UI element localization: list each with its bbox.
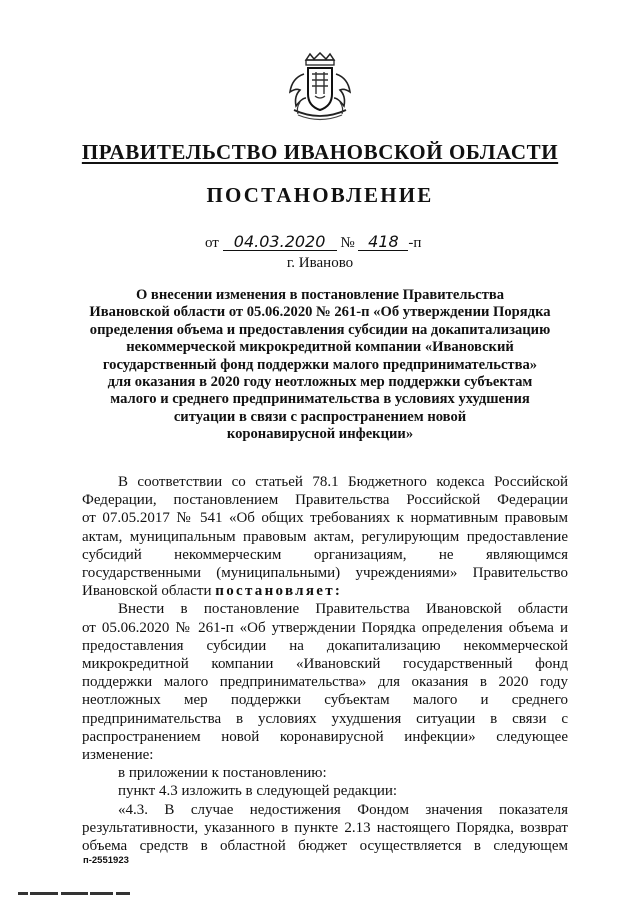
paragraph-line: пункт 4.3 изложить в следующей редакции:: [118, 783, 398, 800]
coat-of-arms-icon: [282, 52, 358, 128]
subject-line: для оказания в 2020 году неотложных мер поддержки субъектам: [107, 374, 533, 391]
government-title: ПРАВИТЕЛЬСТВО ИВАНОВСКОЙ ОБЛАСТИ: [81, 140, 559, 164]
paragraph-line: изменение:: [82, 747, 154, 764]
date-number-line: [205, 234, 421, 252]
paragraph-line: в приложении к постановлению:: [118, 765, 327, 782]
paragraph-line: Федерации, постановлением Правительства Российской Федерации: [82, 492, 568, 509]
subject-line: ситуации в связи с распространением новой: [173, 408, 467, 425]
document-type: ПОСТАНОВЛЕНИЕ: [206, 183, 434, 207]
paragraph-line: Внести в постановление Правительства Ивановской области: [118, 601, 568, 618]
paragraph-line: В соответствии со статьей 78.1 Бюджетного кодекса Российской: [118, 474, 568, 490]
paragraph-line: «4.3. В случае недостижения Фондом значения показателя: [118, 801, 568, 818]
document-date: 04.03.2020: [223, 234, 337, 251]
document-code: п-2551923: [83, 855, 129, 866]
subject-line: некоммерческой микрокредитной компании «Ивановский: [126, 339, 514, 356]
number-suffix: -п: [408, 235, 422, 251]
document-subject: [70, 287, 570, 444]
subject-line: малого и среднего предпринимательства в условиях ухудшения: [110, 391, 530, 408]
paragraph-line: государственными (муниципальными) учреждениями» Правительство: [82, 565, 568, 582]
city: г. Иваново: [286, 255, 354, 271]
subject-line: О внесении изменения в постановление Правительства: [135, 287, 505, 303]
paragraph-line: [82, 582, 568, 600]
paragraph-line: распространением новой коронавирусной инфекции» следующее: [82, 728, 568, 745]
number-sign: №: [340, 235, 355, 251]
paragraph-line: поддержки малого предпринимательства» для оказания в 2020 году: [82, 674, 568, 691]
document-number: 418: [358, 234, 408, 251]
paragraph-line: неотложных мер поддержки субъектам малого и среднего: [82, 692, 568, 709]
paragraph-line: микрокредитной компании «Ивановский государственный фонд: [82, 656, 568, 673]
paragraph-line: объема средств в областной бюджет осуществляется в следующем: [82, 838, 568, 855]
paragraph-line: предоставления субсидии на докапитализацию некоммерческой: [82, 637, 568, 654]
paragraph-line: субсидий некоммерческим организациям, не являющимся: [82, 546, 568, 563]
date-prefix: от: [205, 235, 219, 251]
subject-line: Ивановской области от 05.06.2020 № 261-п «Об утверждении Порядка: [89, 304, 551, 321]
decree-word: постановляет:: [215, 583, 343, 600]
paragraph-line: от 05.06.2020 № 261-п «Об утверждении Порядка определения объема и: [82, 619, 568, 636]
paragraph-text: Ивановской области: [82, 583, 216, 600]
paragraph-line: предпринимательства в условиях ухудшения ситуации в связи с: [82, 710, 568, 727]
document-body: [82, 473, 568, 855]
paragraph-line: от 07.05.2017 № 541 «Об общих требованиях к нормативным правовым: [82, 510, 568, 527]
subject-line: коронавирусной инфекции»: [226, 426, 414, 443]
scan-artifact: [18, 891, 130, 897]
subject-line: определения объема и предоставления субсидии на докапитализацию: [89, 321, 551, 338]
subject-line: государственный фонд поддержки малого предпринимательства»: [102, 356, 538, 373]
paragraph-line: актам, муниципальным правовым актам, регулирующим предоставление: [82, 528, 568, 545]
paragraph-line: результативности, указанного в пункте 2.13 настоящего Порядка, возврат: [82, 819, 568, 836]
